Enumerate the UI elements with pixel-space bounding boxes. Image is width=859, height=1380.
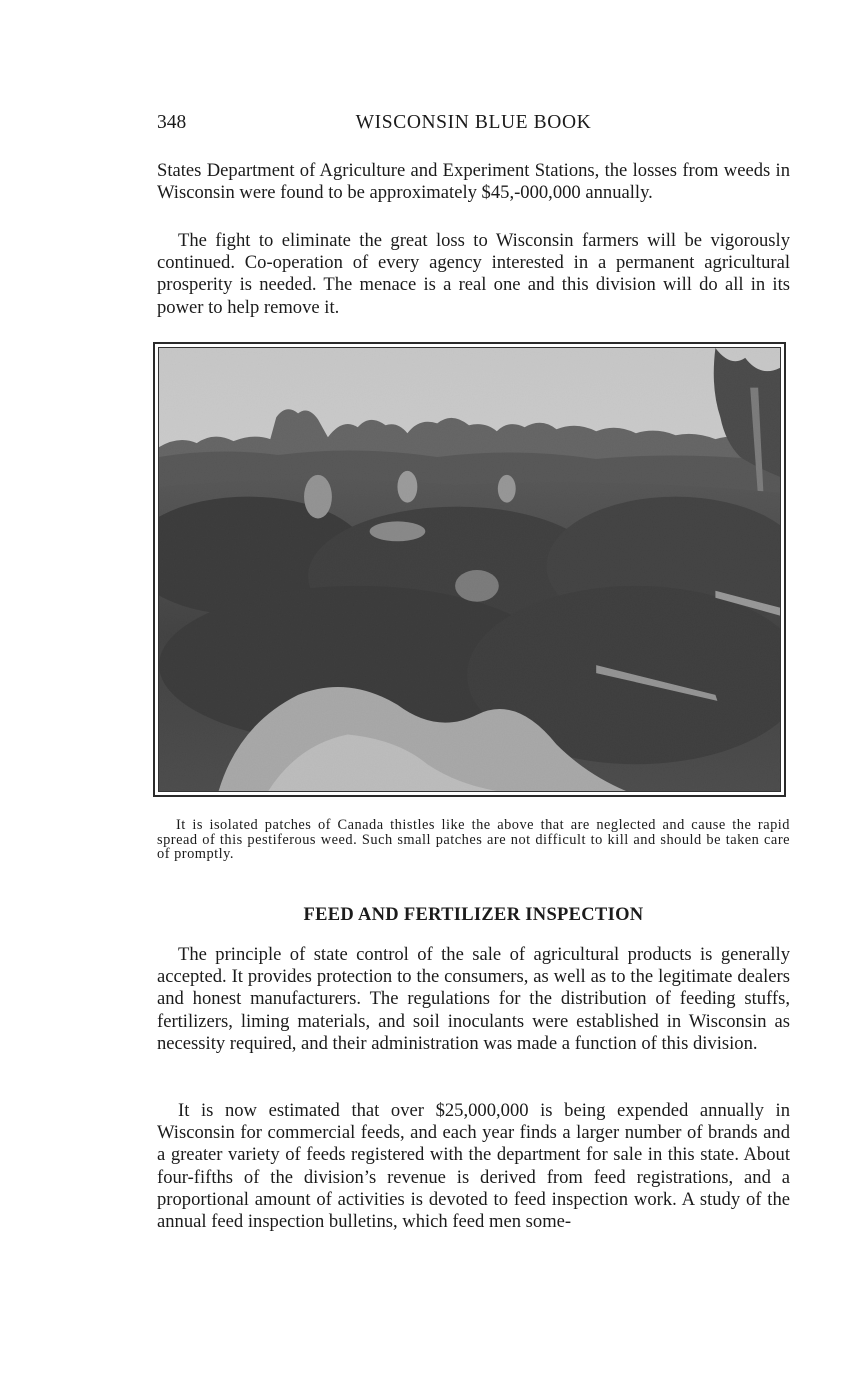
thistle-photograph-frame — [153, 342, 786, 797]
section-heading: FEED AND FERTILIZER INSPECTION — [303, 905, 644, 925]
paragraph-weed-losses: States Department of Agriculture and Experiment Stations, the losses from weeds in Wisconsin were found to be approximately $45,-000,000 annually. — [157, 160, 790, 204]
paragraph-feed-expenditure: It is now estimated that over $25,000,000 is being expended annually in Wisconsin for commercial feeds, and each year finds a larger number of brands and a greater variety of feeds registered with the department for sale in this state. About four-fifths of the division’s revenue is derived from feed registrations, and a proportional amount of activities is devoted to feed inspection work. A study of the annual feed inspection bulletins, which feed men some- — [157, 1100, 790, 1233]
figure-caption: It is isolated patches of Canada thistles like the above that are neglected and cause the rapid spread of this pestiferous weed. Such small patches are not difficult to kill and should be taken care of promptly. — [157, 817, 790, 863]
running-head — [157, 112, 790, 138]
canada-thistle-field-photo — [158, 347, 781, 792]
page-number: 348 — [157, 112, 187, 133]
paragraph-weed-fight: The fight to eliminate the great loss to Wisconsin farmers will be vigorously continued. Co-operation of every agency interested in a permanent agricultural prosperity is needed. The menace is a real one and this division will do all in its power to help remove it. — [157, 230, 790, 318]
book-title: WISCONSIN BLUE BOOK — [355, 112, 592, 133]
paragraph-state-control: The principle of state control of the sale of agricultural products is generally accepted. It provides protection to the consumers, as well as to the legitimate dealers and honest manufacturers. The regulations for the distribution of feeding stuffs, fertilizers, liming materials, and soil inoculants were established in Wisconsin as necessity required, and their administration was made a function of this division. — [157, 944, 790, 1054]
